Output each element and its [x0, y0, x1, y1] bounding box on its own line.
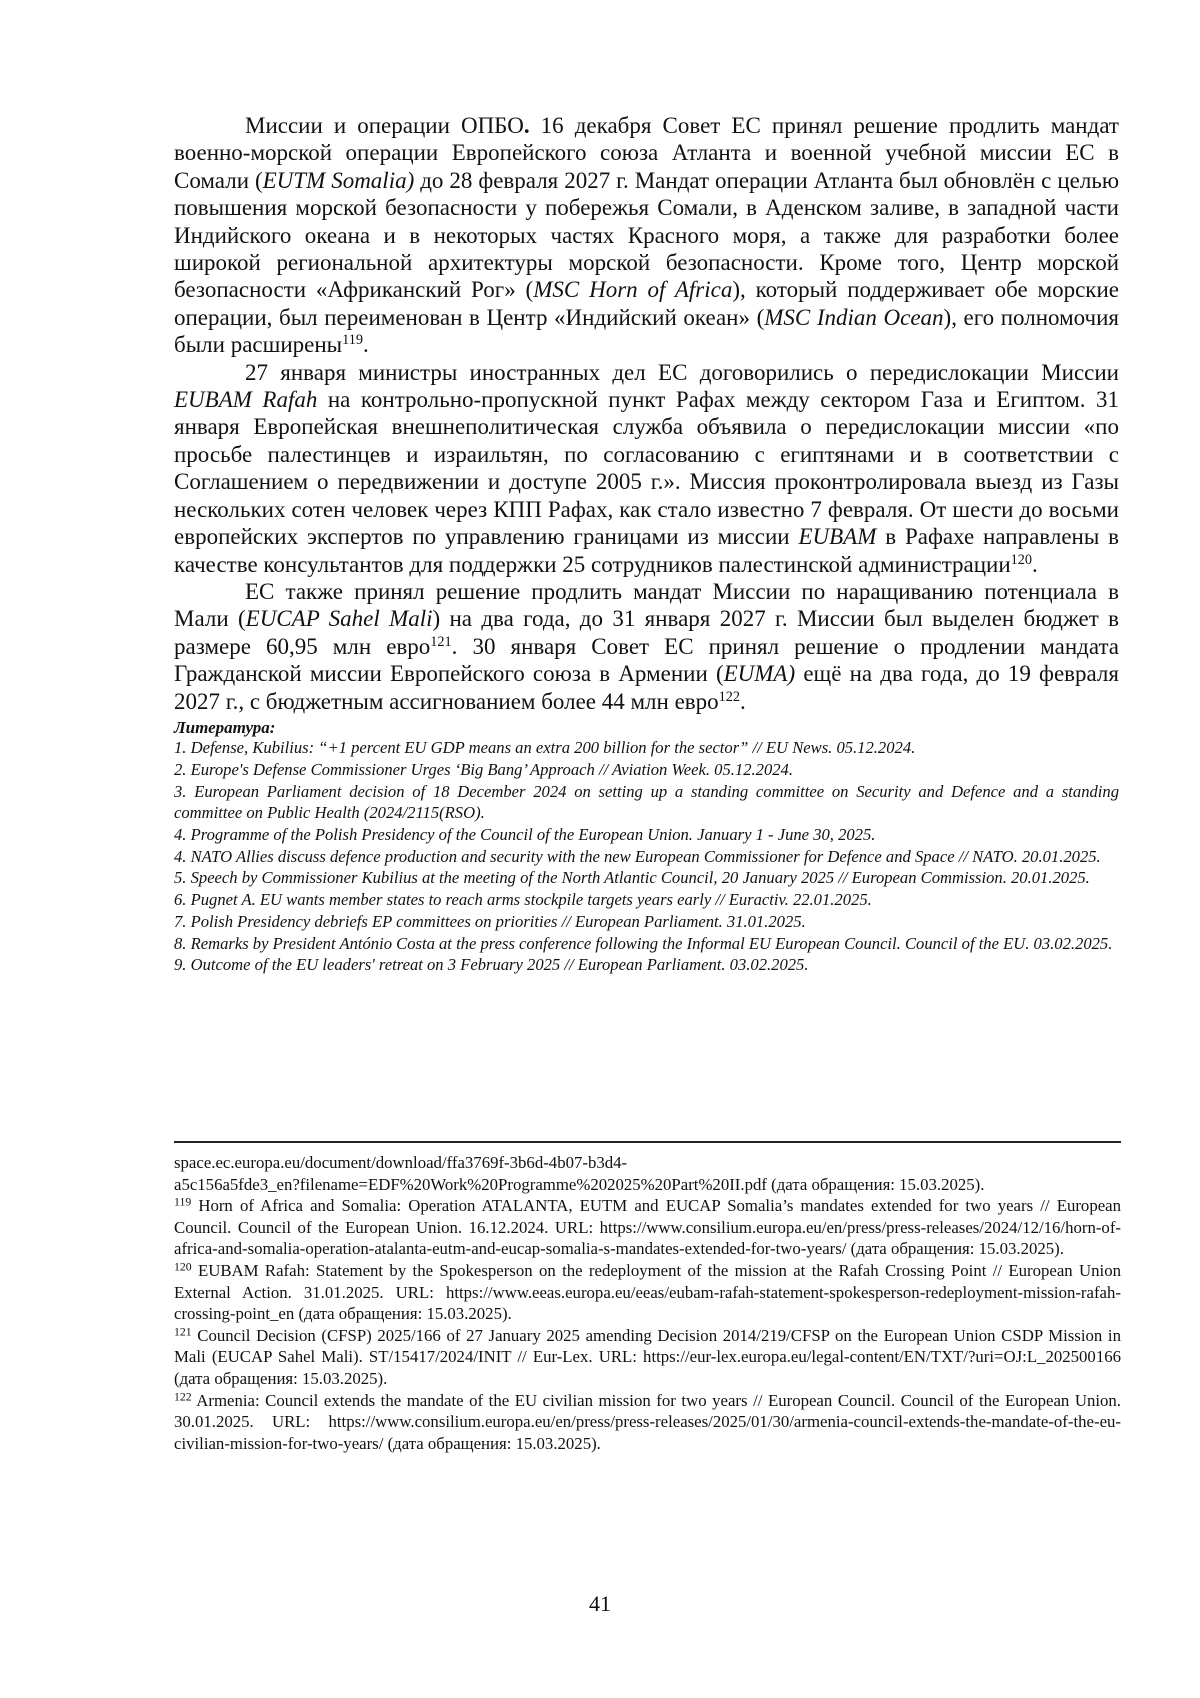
text-run: ЕС также принял решение продлить мандат Миссии по наращиванию потенциала в Мали ( [174, 578, 1119, 632]
text-run: . 30 января Совет ЕС принял решение о продлении мандата Гражданской миссии Европейского союза в Армении ( [174, 633, 1119, 687]
footnote-number: 120 [174, 1260, 192, 1274]
literature-item: 1. Defense, Kubilius: “+1 percent EU GDP means an extra 200 billion for the sector” // EU News. 05.12.2024. [174, 737, 916, 757]
literature-item: 6. Pugnet A. EU wants member states to reach arms stockpile targets years early // Euractiv. 22.01.2025. [174, 889, 872, 909]
literature-item: 4. Programme of the Polish Presidency of the Council of the European Union. January 1 - June 30, 2025. [174, 824, 876, 844]
footnote-121 [174, 1325, 1121, 1390]
footnote-text: Horn of Africa and Somalia: Operation ATALANTA, EUTM and EUCAP Somalia’s mandates extended for two years // European Council. Council of the European Union. 16.12.2024. URL: https://www.consilium.europa.eu/en/press/press-releases/2024/12/16/horn-of-africa-and-somalia-operation-atalanta-eutm-and-eucap-somalia-s-mandates-extended-for-two-years/ (дата обращения: 15.03.2025). [174, 1196, 1121, 1259]
literature-item: 8. Remarks by President António Costa at the press conference following the Informal EU European Council. Council of the EU. 03.02.2025. [174, 933, 1113, 953]
text-run: в Рафахе направлены в качестве консультантов для поддержки 25 сотрудников палестинской администрации [174, 524, 1120, 577]
text-run: . [740, 688, 746, 714]
page-number: 41 [589, 1591, 611, 1616]
lead-dot: . [523, 113, 530, 138]
footnote-120 [174, 1260, 1121, 1325]
literature-item: 5. Speech by Commissioner Kubilius at the meeting of the North Atlantic Council, 20 January 2025 // European Commission. 20.01.2025. [174, 868, 1090, 888]
text-run: . [362, 332, 369, 358]
italic-run: EUBAM [798, 524, 877, 550]
footnote-number: 121 [174, 1325, 192, 1339]
literature-title: Литература: [174, 717, 276, 737]
text-run: до 28 февраля 2027 г. Мандат операции Атланта был обновлён с целью повышения морской безопасности у побережья Сомали, в Аденском заливе, в западной части Индийского океана и в некоторых частях Красного моря, а также для разработки более широкой региональной архитектуры морской безопасности. Кроме того, Центр морской безопасности «Африканский Рог» ( [174, 167, 1120, 303]
footnote-continuation-text: a5c156a5fde3_en?filename=EDF%20Work%20Programme%202025%20Part%20II.pdf (дата обращения: 15.03.2025). [174, 1174, 985, 1194]
section-lead: Миссии и операции ОПБО [245, 113, 524, 138]
italic-run: MSC Indian Ocean [764, 304, 944, 330]
italic-run: EUCAP Sahel Mali [245, 606, 433, 632]
italic-run: EUMA) [723, 661, 796, 687]
footnote-number: 119 [174, 1195, 192, 1209]
italic-run: MSC Horn of Africa [533, 277, 733, 303]
footnote-ref-121[interactable]: 121 [430, 633, 452, 650]
text-run: 27 января министры иностранных дел ЕС договорились о передислокации Миссии [245, 359, 1119, 385]
text-run: на контрольно-пропускной пункт Рафах между сектором Газа и Египтом. 31 января Европейская внешнеполитическая служба объявила о передислокации миссии «по просьбе палестинцев и израильтян, по согласованию с египтянами и в соответствии с Соглашением о передвижении и доступе 2005 г.». Миссия проконтролировала выезд из Газы нескольких сотен человек через КПП Рафах, как стало известно 7 февраля. От шести до восьми европейских экспертов по управлению границами из миссии [174, 387, 1119, 550]
italic-run: EUBAM Rafah [174, 387, 318, 413]
footnote-text: Council Decision (CFSP) 2025/166 of 27 January 2025 amending Decision 2014/219/CFSP on the European Union CSDP Mission in Mali (EUCAP Sahel Mali). ST/15417/2024/INIT // Eur-Lex. URL: https://eur-lex.europa.eu/legal-content/EN/TXT/?uri=OJ:L_202500166 (дата обращения: 15.03.2025). [174, 1325, 1121, 1388]
footnote-ref-119[interactable]: 119 [342, 332, 363, 349]
paragraph-eucap-euma [174, 578, 1119, 715]
footnote-119 [174, 1195, 1121, 1260]
literature-section [174, 718, 1119, 977]
text-run: ) на два года, до 31 января 2027 г. Миссии был выделен бюджет в размере 60,95 млн евро [174, 606, 1120, 659]
footnote-number: 122 [174, 1390, 192, 1404]
literature-item: 2. Europe's Defense Commissioner Urges ‘Big Bang’ Approach // Aviation Week. 05.12.2024. [174, 759, 793, 779]
page-body [174, 112, 1119, 976]
text-run: ещё на два года, до 19 февраля 2027 г., с бюджетным ассигнованием более 44 млн евро [174, 661, 1119, 714]
italic-run: EUTM Somalia) [262, 167, 415, 193]
paragraph-csdp-missions [174, 112, 1119, 359]
footnote-text: Armenia: Council extends the mandate of the EU civilian mission for two years // European Council. Council of the European Union. 30.01.2025. URL: https://www.consilium.europa.eu/en/press/press-releases/2025/01/30/armenia-council-extends-the-mandate-of-the-eu-civilian-mission-for-two-years/ (дата обращения: 15.03.2025). [174, 1390, 1121, 1453]
paragraph-eubam-rafah [174, 359, 1119, 578]
footnote-ref-122[interactable]: 122 [718, 688, 741, 705]
literature-item: 3. European Parliament decision of 18 December 2024 on setting up a standing committee on Security and Defence and a standing committee on Public Health (2024/2115(RSO). [174, 781, 1119, 823]
text-run: ), его полномочия были расширены [174, 304, 1119, 358]
literature-item: 7. Polish Presidency debriefs EP committees on priorities // European Parliament. 31.01.2025. [174, 911, 806, 931]
footnotes [174, 1152, 1121, 1454]
footnote-continuation-url[interactable]: space.ec.europa.eu/document/download/ffa3769f-3b6d-4b07-b3d4- [174, 1153, 628, 1172]
literature-item: 4. NATO Allies discuss defence production and security with the new European Commissioner for Defence and Space // NATO. 20.01.2025. [174, 846, 1101, 866]
footnote-separator [174, 1141, 1121, 1143]
footnote-122 [174, 1390, 1121, 1455]
text-run: 16 декабря Совет ЕС принял решение продлить мандат военно-морской операции Европейского союза Атланта и военной учебной миссии ЕС в Сомали ( [174, 113, 1119, 193]
text-run: ), который поддерживает обе морские операции, был переименован в Центр «Индийский океан» ( [174, 277, 1119, 330]
text-run: . [1032, 551, 1038, 577]
literature-item: 9. Outcome of the EU leaders' retreat on 3 February 2025 // European Parliament. 03.02.2025. [174, 955, 809, 975]
footnote-text: EUBAM Rafah: Statement by the Spokesperson on the redeployment of the mission at the Rafah Crossing Point // European Union External Action. 31.01.2025. URL: https://www.eeas.europa.eu/eeas/eubam-rafah-statement-spokesperson-redeployment-mission-rafah-crossing-point_en (дата обращения: 15.03.2025). [174, 1260, 1121, 1324]
footnote-ref-120[interactable]: 120 [1010, 551, 1033, 568]
footnote-continuation [174, 1152, 1121, 1195]
